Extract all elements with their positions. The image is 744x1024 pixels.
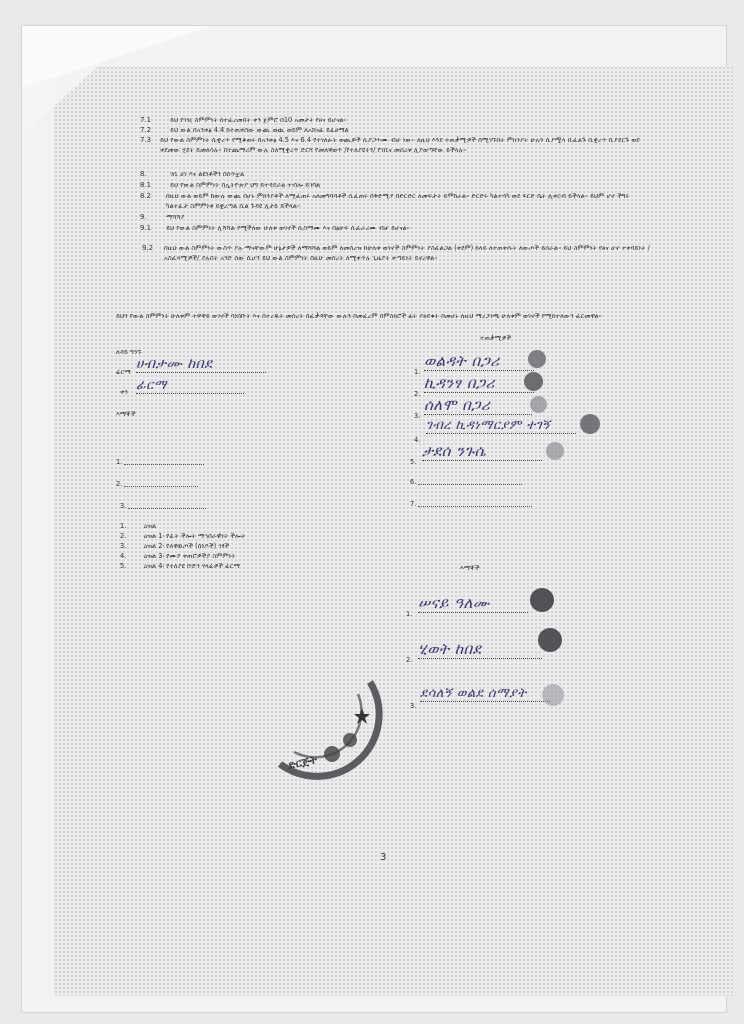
attachment-item bbox=[120, 562, 240, 572]
attachment-number: 4. bbox=[120, 552, 127, 560]
clause-number: 9. bbox=[140, 213, 147, 221]
witness-handwritten-signature: ሠናይ ዓለሙ bbox=[418, 594, 528, 613]
attachment-item bbox=[120, 532, 245, 542]
signature-number: 1. bbox=[414, 368, 421, 376]
clause-number: 8.1 bbox=[140, 181, 152, 189]
right-party-heading: ተጠቃሚዎች bbox=[480, 334, 512, 342]
clause-text: ይህ የውል ስምምነት ሲቋረጥ የሚቆጠሩ በአንቀፅ 4.5 እና 6.4 የተገለፁት ወጪዎች ሲያጋጥሙ ብቻ ነው፡፡ ለዚህ እንደ ተጠቃሚዎች በሚገኙበት ምክንያት ሁሉን ሲያሟላ ቢፈልጉ ቢቋረጥ ቢያደርጉ ወደ ቀደመው ሂደት ይመለሳሉ፡፡ በተጨማሪም ውሉ ስለሚቋረጥ ድርሻ የመለዋወጥ /የተለያዩትን/ የገቢና መሰረቱ ሊያወጣቸው ይችላሉ፡፡ bbox=[160, 136, 640, 154]
clause-text: ይህ የገዢ ስምምነት ከተፈረመበት ቀን ጀምሮ በ10 አመታት የፀና ይሆናል፡፡ bbox=[170, 116, 347, 124]
signature-number: 4. bbox=[414, 436, 421, 444]
thumbprint bbox=[580, 414, 600, 434]
attachment-number: 1. bbox=[120, 522, 127, 530]
attachment-number: 2. bbox=[120, 532, 127, 540]
witness-signature-line bbox=[124, 486, 198, 487]
signature-number: 7. bbox=[410, 500, 417, 508]
thumbprint bbox=[542, 684, 564, 706]
attachment-text: ዕዝል 2፡ የለዋዉጦች (ሰነዶች) ገፃች bbox=[144, 542, 230, 550]
handwritten-date: ፊርማ bbox=[136, 378, 244, 394]
left-party-heading: ለዳይ ግንኙ bbox=[116, 348, 142, 356]
signature-label: ፊርማ bbox=[116, 368, 131, 376]
clause-number: 7.2 bbox=[140, 126, 152, 134]
witness-line-number: 3. bbox=[120, 502, 127, 510]
attachment-item bbox=[120, 522, 156, 532]
handwritten-name: ሀብታሙ ከበደ bbox=[136, 356, 266, 373]
witness-number: 3. bbox=[410, 702, 417, 710]
clause-number: 8.2 bbox=[140, 192, 152, 200]
clause-number: 8. bbox=[140, 170, 147, 178]
clause-text: በዚህ ውል ወይም ከውሉ ውጪ በሆኑ ምክንያቶች ለሚፈጠሩ አለመግባባቶች ሲፈጠሩ በቅድሚያ በድርድር ለመፍታት ይሞከራል፡፡ ድርድሩ ካልተሳካ ወደ ፍርድ ቤት ሊቀርብ ይችላል፡፡ ይህም ሆኖ ችግሩ ካልተፈታ ስምምነቱ ይቋረጣል ሲል ጉዳዩ ሊታይ ይችላል፡፡ bbox=[166, 192, 630, 210]
clause-text: ይህ የውል ስምምነት በኢትዮጵያ ህግ ይተዳደራል ተብሎ ይገባል bbox=[170, 181, 321, 189]
thumbprint bbox=[538, 628, 562, 652]
witness-handwritten-signature: ሂወት ከበደ bbox=[418, 640, 542, 659]
thumbprint bbox=[530, 588, 554, 612]
page-number: 3 bbox=[380, 852, 387, 863]
attachment-number: 3. bbox=[120, 542, 127, 550]
attachment-text: ዕዝል bbox=[144, 522, 157, 530]
clause-text: ይህ የውል ስምምነት ሊሻሻል የሚችለው ሁለቱ ወገኖች ሲስማሙ እና በፅሁፍ ሲፈራረሙ ብቻ ይሆናል፡፡ bbox=[166, 224, 410, 232]
clause-text: ይህ ውል በአንቀፅ 4.4 ከተጠቀሰው ውጪ ወጪ ወይም ለአሸናፊ ይፈፀማል bbox=[170, 126, 349, 134]
witness-line-number: 1. bbox=[116, 458, 123, 466]
attachment-item bbox=[120, 552, 236, 562]
date-label: ቀን bbox=[120, 388, 128, 396]
signature-number: 2. bbox=[414, 390, 421, 398]
attachment-number: 5. bbox=[120, 562, 127, 570]
handwritten-signature: ገብረ ኪዳነማርያም ተገኝ bbox=[426, 418, 576, 434]
seal-graphic bbox=[250, 672, 390, 782]
clause-text: በዚህ ውል ስምምነት ውስጥ ያሉ ማናቸውም ሁኔታዎች ለማሻሻል ወይም ለመሰረዝ ከሁለቱ ወገኖች ስምምነት ያስፈልጋል (ቀደም) ከላይ ለተጠቀሱት ለውጦች ይሰራል፡፡ ይህ ስምምነት የፀና ሆኖ ተቀባይነት /አስፈጻሚዎች/ ያሉበት አንድ ሰው ሲሆን ይህ ውል ስምምነት በዚሁ መሰረት ለሚቀጥሉ ጊዜያት ቀጣይነት ይኖረዋል፡፡ bbox=[164, 244, 650, 262]
folded-corner bbox=[22, 26, 212, 88]
signature-number: 3. bbox=[414, 412, 421, 420]
clause-heading: ማሻሻያ bbox=[166, 213, 185, 221]
attachment-text: ዕዝል 1፡ የፈት ችሎት ማኅበራዊነት ችሎት bbox=[144, 532, 246, 540]
attachment-text: ዕዝል 3፡ የሙያ ቀጠሮዎችያ ስምምነት bbox=[144, 552, 236, 560]
witness-number: 2. bbox=[406, 656, 413, 664]
signature-number: 5. bbox=[410, 458, 417, 466]
seal-text: ድርጅት bbox=[286, 753, 319, 772]
blank-signature-line bbox=[418, 506, 532, 507]
thumbprint bbox=[528, 350, 546, 368]
thumbprint bbox=[546, 442, 564, 460]
clause-number: 7.1 bbox=[140, 116, 152, 124]
witness-signature-line bbox=[124, 464, 204, 465]
witness-number: 1. bbox=[406, 610, 413, 618]
signature-number: 6. bbox=[410, 478, 417, 486]
handwritten-signature: ሰለሞ በጋሪ bbox=[424, 396, 532, 415]
handwritten-signature: ወልዳት በጋሪ bbox=[424, 352, 534, 371]
thumbprint bbox=[524, 372, 543, 391]
witness-line-number: 2. bbox=[116, 480, 123, 488]
handwritten-signature: ኪዳንፃ በጋሪ bbox=[424, 374, 534, 393]
thumbprint bbox=[530, 396, 547, 413]
clause-number: 9.2 bbox=[142, 244, 154, 252]
official-seal bbox=[250, 672, 390, 782]
witness-handwritten-signature: ደሳለኝ ወልደ ሰማያት bbox=[420, 686, 550, 702]
attachment-item bbox=[120, 542, 229, 552]
clause-heading: ገቢ ሀገ እና ልዩነቶችን በሰጥቷል bbox=[170, 170, 245, 178]
handwritten-signature: ታደሰ ንጉሴ bbox=[422, 442, 542, 461]
declaration-paragraph: ይህን የውል ስምምነት ሁለቱም ተዋዋይ ወገኖች ባነበቡት እና በተረዱት መሰረት በፈቃዳቸው ውሉን በመፈረም በምስክሮች ፊት ያፀደቁት በመሆኑ ለዚህ ማረጋገጫ ሁለቱም ወገኖች የሚከተለውን ፈርመዋል፡፡ bbox=[116, 312, 602, 320]
witnesses-heading: እማኞች bbox=[460, 564, 480, 572]
blank-signature-line bbox=[418, 484, 522, 485]
clause-number: 9.1 bbox=[140, 224, 152, 232]
witness-heading: እማኞች bbox=[116, 410, 136, 418]
witness-signature-line bbox=[128, 508, 206, 509]
attachment-text: ዕዝል 4፡ የተለያዩ ቡድን ሃላፊዎች ፊርማ bbox=[144, 562, 241, 570]
clause-number: 7.3 bbox=[140, 136, 152, 144]
